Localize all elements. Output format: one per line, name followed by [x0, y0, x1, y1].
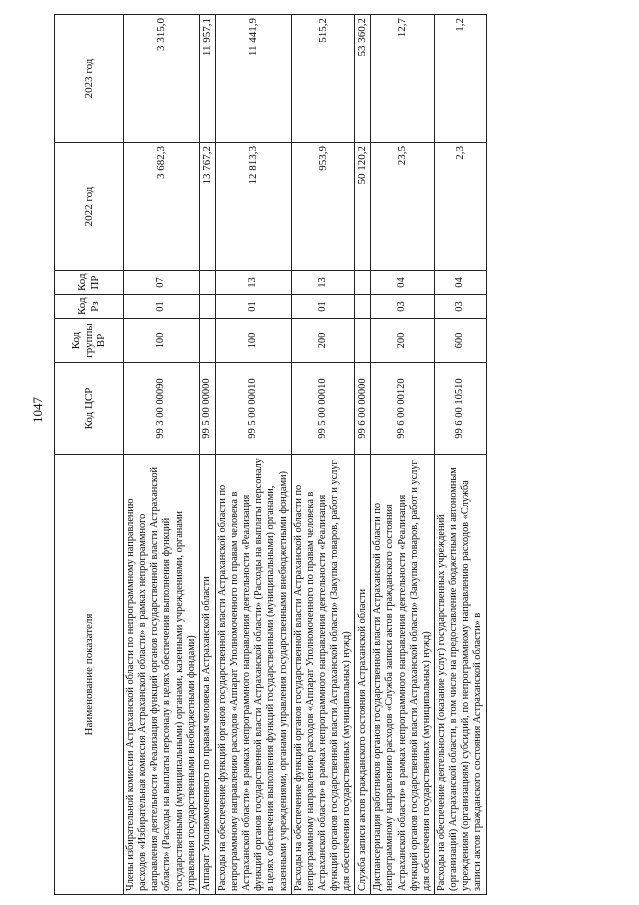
row-pr: 13 — [291, 271, 355, 295]
header-group: Код группы ВР — [55, 319, 124, 363]
table-row — [355, 15, 371, 895]
header-pr: Код ПР — [55, 271, 124, 295]
page-number: 1047 — [30, 397, 45, 423]
header-rz: Код Рз — [55, 295, 124, 319]
rotated-table-container — [54, 15, 619, 895]
row-csr: 99 6 00 00120 — [371, 363, 435, 455]
row-2023: 53 360,2 — [355, 15, 371, 143]
row-rz: 03 — [371, 295, 435, 319]
row-name: Расходы на обеспечение деятельности (оказание услуг) государственных учреждений (организаций) Астраханской области, в том числе на предоставление бюджетным и автономным учреждениям (организациям) субсидий, по непрограммному направлению расходов «Служба записи актов гражданского состояния Астраханской области» в — [435, 455, 487, 895]
row-name: Расходы на обеспечение функций органов государственной власти Астраханской области по непрограммному направлению расходов «Аппарат Уполномоченного по правам человека в Астраханской области» в рамках непрограммного направления деятельности «Реализация функций органов государственной власти Астраханской области» (Расходы на выплаты персоналу в целях обеспечения выполнения функций государственными (муниципальными) органами, казенными учреждениями, органами управления государственными внебюджетными фондами) — [215, 455, 291, 895]
row-2023: 12,7 — [371, 15, 435, 143]
row-name: Расходы на обеспечение функций органов государственной власти Астраханской области по непрограммному направлению расходов «Аппарат Уполномоченного по правам человека в Астраханской области» в рамках непрограммного направления деятельности «Реализация функций органов государственной власти Астраханской области» (Закупка товаров, работ и услуг для обеспечения государственных (муниципальных) нужд) — [291, 455, 355, 895]
row-csr: 99 3 00 00090 — [124, 363, 200, 455]
row-pr — [355, 271, 371, 295]
row-2022: 23,5 — [371, 143, 435, 271]
row-2023: 11 441,9 — [215, 15, 291, 143]
row-rz: 01 — [124, 295, 200, 319]
row-group — [199, 319, 215, 363]
row-csr: 99 6 00 00000 — [355, 363, 371, 455]
row-csr: 99 6 00 10510 — [435, 363, 487, 455]
row-rz: 01 — [291, 295, 355, 319]
table-row — [199, 15, 215, 895]
row-2023: 515,2 — [291, 15, 355, 143]
table-row — [371, 15, 435, 895]
row-csr: 99 5 00 00010 — [215, 363, 291, 455]
row-2022: 13 767,2 — [199, 143, 215, 271]
row-pr: 04 — [371, 271, 435, 295]
row-name: Члены избирательной комиссии Астраханской области по непрограммному направлению расходов «Избирательная комиссия Астраханской области» в рамках непрограммного направления деятельности «Реализация функций органов государственной власти Астраханской области» (Расходы на выплаты персоналу в целях обеспечения выполнения функций государственными (муниципальными) органами, казенными учреждениями, органами управления государственными внебюджетными фондами) — [124, 455, 200, 895]
row-2022: 50 120,2 — [355, 143, 371, 271]
row-name: Диспансеризация работников органов государственной власти Астраханской области по непрограммному направлению расходов «Служба записи актов гражданского состояния Астраханской области» в рамках непрограммного направления деятельности «Реализация функций органов государственной власти Астраханской области» (Закупка товаров, работ и услуг для обеспечения государственных (муниципальных) нужд) — [371, 455, 435, 895]
row-pr: 07 — [124, 271, 200, 295]
table-row — [124, 15, 200, 895]
row-group: 600 — [435, 319, 487, 363]
row-pr — [199, 271, 215, 295]
header-name: Наименование показателя — [55, 455, 124, 895]
row-2022: 2,3 — [435, 143, 487, 271]
row-rz: 01 — [215, 295, 291, 319]
row-2022: 953,9 — [291, 143, 355, 271]
row-group: 100 — [215, 319, 291, 363]
row-group: 200 — [291, 319, 355, 363]
row-rz: 03 — [435, 295, 487, 319]
budget-table — [54, 14, 487, 895]
row-csr: 99 5 00 00010 — [291, 363, 355, 455]
row-csr: 99 5 00 00000 — [199, 363, 215, 455]
row-2022: 3 682,3 — [124, 143, 200, 271]
header-2022: 2022 год — [55, 143, 124, 271]
header-2023: 2023 год — [55, 15, 124, 143]
table-row — [291, 15, 355, 895]
row-pr: 13 — [215, 271, 291, 295]
table-row — [435, 15, 487, 895]
row-name: Служба записи актов гражданского состояния Астраханской области — [355, 455, 371, 895]
row-pr: 04 — [435, 271, 487, 295]
row-2023: 11 957,1 — [199, 15, 215, 143]
row-2023: 1,2 — [435, 15, 487, 143]
table-row — [215, 15, 291, 895]
header-csr: Код ЦСР — [55, 363, 124, 455]
row-2022: 12 813,3 — [215, 143, 291, 271]
row-2023: 3 315,0 — [124, 15, 200, 143]
row-group: 100 — [124, 319, 200, 363]
table-header-row — [55, 15, 124, 895]
row-group — [355, 319, 371, 363]
row-name: Аппарат Уполномоченного по правам человека в Астраханской области — [199, 455, 215, 895]
row-rz — [199, 295, 215, 319]
row-rz — [355, 295, 371, 319]
row-group: 200 — [371, 319, 435, 363]
